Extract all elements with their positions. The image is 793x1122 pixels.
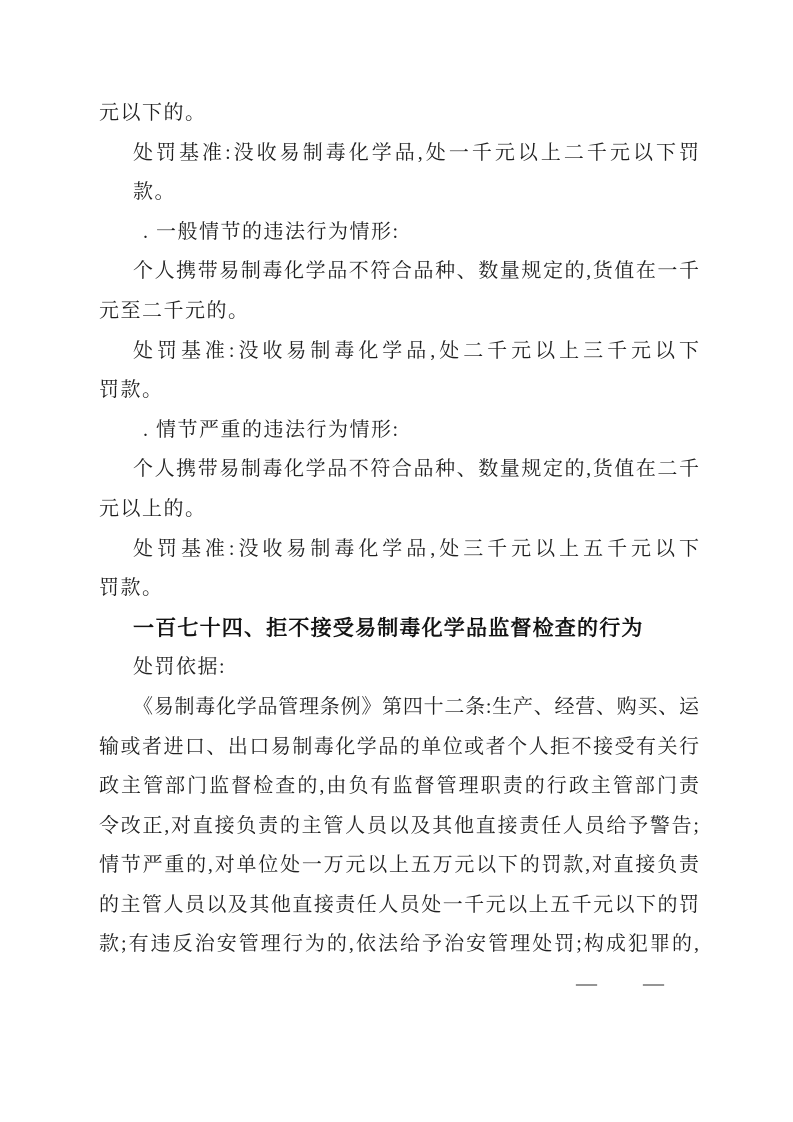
text-line: 情节严重的,对单位处一万元以上五万元以下的罚款,对直接负责: [99, 854, 699, 877]
text-line: 元以上的。: [99, 497, 207, 520]
text-line: 处罚依据:: [133, 656, 227, 679]
text-line: 个人携带易制毒化学品不符合品种、数量规定的,货值在二千: [133, 458, 699, 481]
text-line: 政主管部门监督检查的,由负有监督管理职责的行政主管部门责: [99, 775, 699, 798]
page-number-dash-right: —: [643, 971, 664, 995]
page-number-dash-left: —: [576, 971, 597, 995]
text-line: 处罚基准:没收易制毒化学品,处三千元以上五千元以下: [133, 537, 699, 560]
text-line: 令改正,对直接负责的主管人员以及其他直接责任人员给予警告;: [99, 814, 699, 837]
text-line: 处罚基准:没收易制毒化学品,处一千元以上二千元以下罚: [133, 141, 699, 164]
section-heading: 一百七十四、拒不接受易制毒化学品监督检查的行为: [133, 616, 644, 640]
text-line: 罚款。: [99, 577, 164, 600]
text-line: 的主管人员以及其他直接责任人员处一千元以上五千元以下的罚: [99, 893, 699, 916]
text-line: 元至二千元的。: [99, 299, 250, 322]
text-line: 个人携带易制毒化学品不符合品种、数量规定的,货值在一千: [133, 260, 699, 283]
list-item-line: . 情节严重的违法行为情形:: [143, 418, 400, 441]
page-body-text: [99, 94, 699, 965]
text-line: 款。: [133, 181, 176, 204]
text-line: 款;有违反治安管理行为的,依法给予治安管理处罚;构成犯罪的,: [99, 933, 699, 956]
text-line: 《易制毒化学品管理条例》第四十二条:生产、经营、购买、运: [133, 695, 699, 718]
page-footer: [0, 963, 793, 1003]
text-line: 输或者进口、出口易制毒化学品的单位或者个人拒不接受有关行: [99, 735, 699, 758]
text-line: 罚款。: [99, 379, 164, 402]
text-line: 处罚基准:没收易制毒化学品,处二千元以上三千元以下: [133, 339, 699, 362]
text-line: 元以下的。: [99, 102, 207, 124]
list-item-line: . 一般情节的违法行为情形:: [143, 220, 400, 243]
